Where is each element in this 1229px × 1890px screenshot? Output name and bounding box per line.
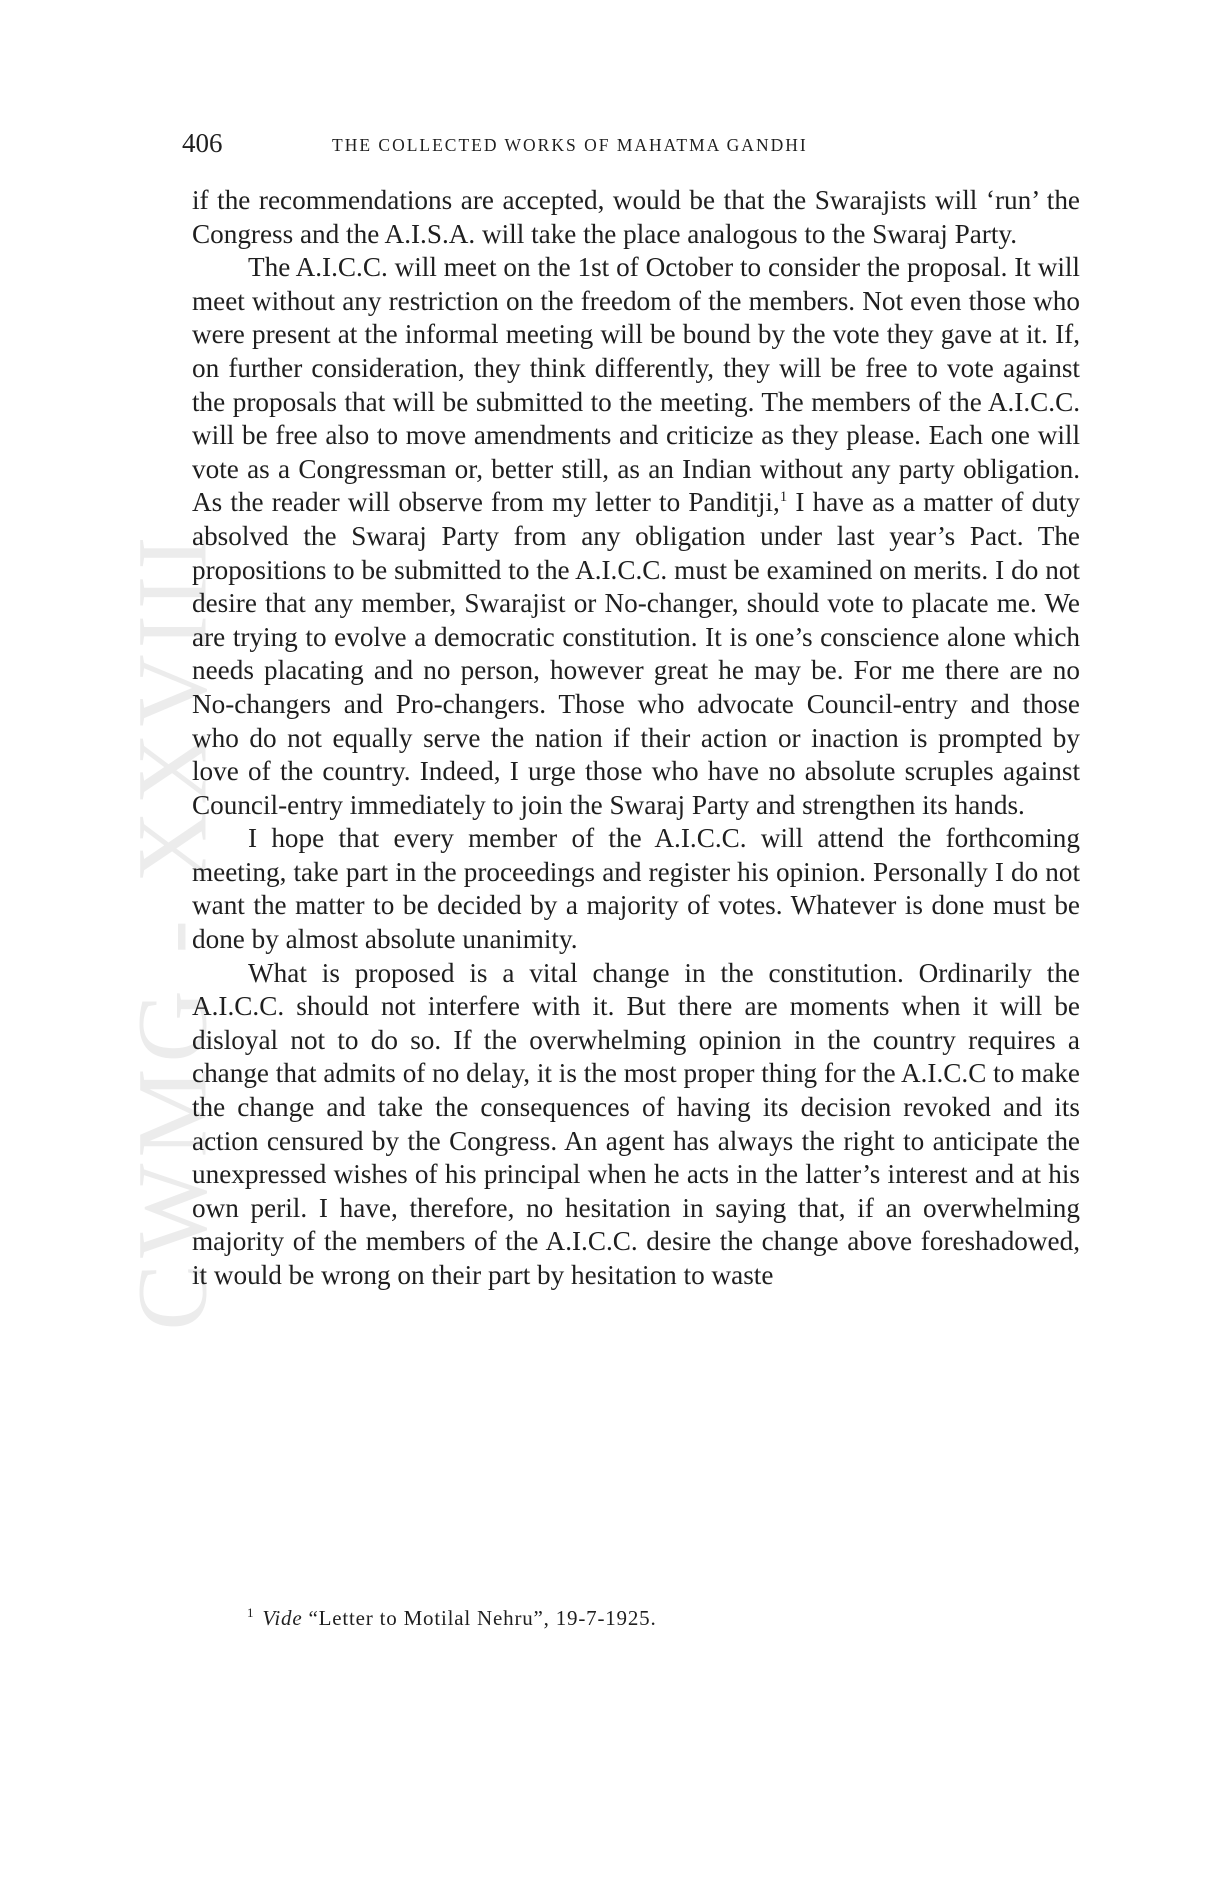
footnote-reference: 1 — [779, 489, 788, 506]
paragraph-2-part-2: I have as a matter of duty absolved the Swaraj Party from any obligation under last year’s Pact. The propositions to be submitted to the A.I.C.C. must be examined on merits. I do not desire that any member, Swarajist or No-changer, should vote to placate me. We are trying to evolve a democratic constitution. It is one’s conscience alone which needs placating and no person, however great he may be. For me there are no No-changers and Pro-changers. Those who advocate Council-entry and those who do not equally serve the nation if their action or inaction is prompted by love of the country. Indeed, I urge those who have no absolute scruples against Council-entry immediately to join the Swaraj Party and strengthen its hands. — [192, 487, 1081, 820]
footnote-italic-word: Vide — [262, 1606, 303, 1630]
footnote-text: “Letter to Motilal Nehru”, 19-7-1925. — [302, 1606, 657, 1630]
paragraph-4: What is proposed is a vital change in the constitution. Ordinarily the A.I.C.C. should not interfere with it. But there are moments when it will be disloyal not to do so. If the overwhelming opinion in the country requires a change that admits of no delay, it is the most proper thing for the A.I.C.C to make the change and take the consequences of having its decision revoked and its action censured by the Congress. An agent has always the right to anticipate the unexpressed wishes of his principal when he acts in the latter’s interest and at his own peril. I have, therefore, no hesitation in saying that, if an overwhelming majority of the members of the A.I.C.C. desire the change above foreshadowed, it would be wrong on their part by hesitation to waste — [192, 957, 1080, 1290]
paragraph-2-part-1: The A.I.C.C. will meet on the 1st of October to consider the proposal. It will meet without any restriction on the freedom of the members. Not even those who were present at the informal meeting will be bound by the vote they gave at it. If, on further consideration, they think differently, they will be free to vote against the proposals that will be submitted to the meeting. The members of the A.I.C.C. will be free also to move amendments and criticize as they please. Each one will vote as a Congressman or, better still, as an Indian without any party obligation. As the reader will observe from my letter to Panditji, — [192, 252, 1080, 518]
footnote — [247, 1604, 1077, 1632]
paragraph-1: if the recommendations are accepted, would be that the Swarajists will ‘run’ the Congress and the A.I.S.A. will take the place analogous to the Swaraj Party. — [192, 185, 1080, 249]
running-title: THE COLLECTED WORKS OF MAHATMA GANDHI — [332, 135, 808, 155]
paragraph-2 — [192, 251, 1080, 822]
paragraph-3: I hope that every member of the A.I.C.C. will attend the forthcoming meeting, take part in the proceedings and register his opinion. Personally I do not want the matter to be decided by a majority of votes. Whatever is done must be done by almost absolute unanimity. — [192, 823, 1080, 955]
page-number: 406 — [182, 128, 223, 158]
main-text — [192, 184, 1080, 1293]
watermark-text: CWMG - XXVIII — [117, 529, 229, 1331]
footnote-number: 1 — [247, 1605, 255, 1620]
